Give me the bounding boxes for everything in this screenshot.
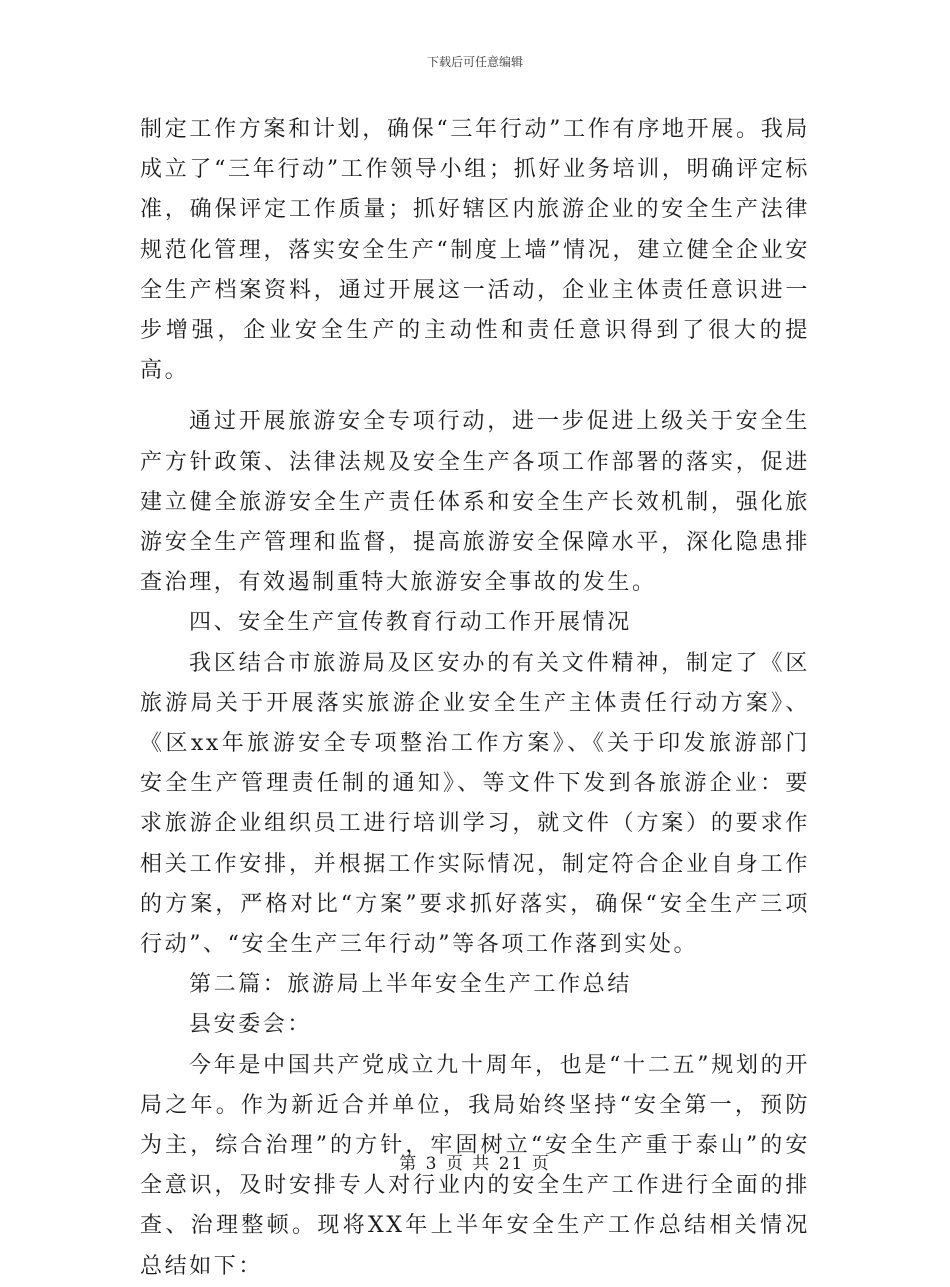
chapter-title-two: 第二篇：旅游局上半年安全生产工作总结 bbox=[189, 972, 632, 998]
section-heading-four: 四、安全生产宣传教育行动工作开展情况 bbox=[189, 610, 632, 636]
paragraph-district-documents: 我区结合市旅游局及区安办的有关文件精神，制定了《区旅游局关于开展落实旅游企业安全生产主体责任行动方案》、《区xx年旅游安全专项整治工作方案》、《关于印发旅游部门安全生产管理责任制的通知》、等文件下发到各旅游企业：要求旅游企业组织员工进行培训学习，就文件（方案）的要求作相关工作安排，并根据工作实际情况，制定符合企业自身工作的方案，严格对比“方案”要求抓好落实，确保“安全生产三项行动”、“安全生产三年行动”等各项工作落到实处。 bbox=[140, 650, 810, 958]
page-header: 下载后可任意编辑 bbox=[426, 55, 523, 69]
salutation: 县安委会： bbox=[189, 1012, 313, 1038]
paragraph-intro: 今年是中国共产党成立九十周年，也是“十二五”规划的开局之年。作为新近合并单位，我局始终坚持“安全第一，预防为主，综合治理”的方针，牢固树立“安全生产重于泰山”的安全意识，及时安排专人对行业内的安全生产工作进行全面的排查、治理整顿。现将XX年上半年安全生产工作总结相关情况总结如下： bbox=[140, 1052, 810, 1279]
paragraph-continuation: 制定工作方案和计划，确保“三年行动”工作有序地开展。我局成立了“三年行动”工作领导小组；抓好业务培训，明确评定标准，确保评定工作质量；抓好辖区内旅游企业的安全生产法律规范化管理，落实安全生产“制度上墙”情况，建立健全企业安全生产档案资料，通过开展这一活动，企业主体责任意识进一步增强，企业安全生产的主动性和责任意识得到了很大的提高。 bbox=[140, 117, 810, 384]
document-body bbox=[140, 110, 810, 1287]
paragraph-special-action: 通过开展旅游安全专项行动，进一步促进上级关于安全生产方针政策、法律法规及安全生产各项工作部署的落实，促进建立健全旅游安全生产责任体系和安全生产长效机制，强化旅游安全生产管理和监督，提高旅游安全保障水平，深化隐患排查治理，有效遏制重特大旅游安全事故的发生。 bbox=[140, 409, 810, 596]
page-number: 第 3 页 共 21 页 bbox=[399, 1154, 551, 1174]
